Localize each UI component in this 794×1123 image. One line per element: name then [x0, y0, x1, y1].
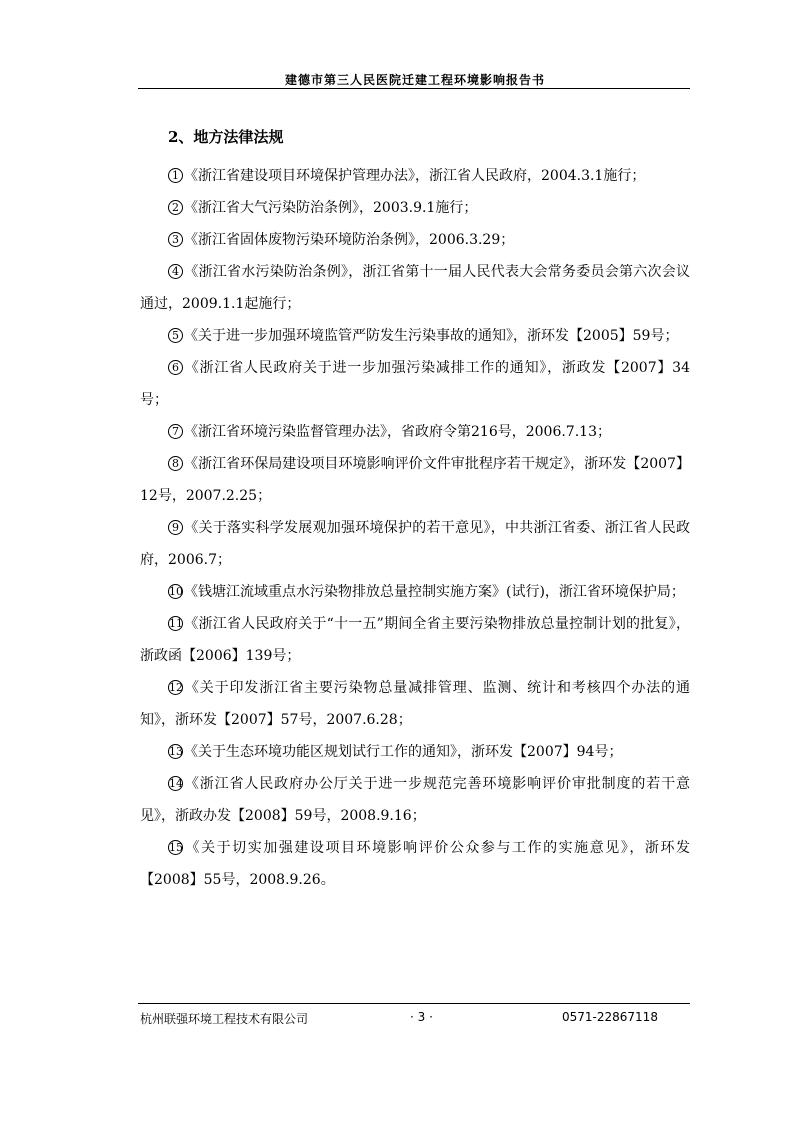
list-item — [140, 576, 690, 608]
item-number: 15 — [169, 841, 183, 854]
list-item — [140, 160, 690, 192]
list-item — [140, 320, 690, 352]
list-item — [140, 192, 690, 224]
list-item — [140, 448, 690, 512]
list-item — [140, 416, 690, 448]
item-text: 《浙江省水污染防治条例》，浙江省第十一届人民代表大会常务委员会第六次会议通过，2009.1.1起施行； — [140, 264, 690, 312]
item-number: 10 — [169, 585, 183, 598]
item-number: 8 — [168, 456, 183, 471]
item-text: 《关于印发浙江省主要污染物总量减排管理、监测、统计和考核四个办法的通知》，浙环发【2007】57号，2007.6.28； — [140, 680, 690, 728]
item-number: 13 — [169, 745, 183, 758]
item-number: 1 — [168, 168, 183, 183]
list-item — [140, 608, 690, 672]
item-number: 2 — [168, 200, 183, 215]
list-item — [140, 256, 690, 320]
item-text: 《浙江省环保局建设项目环境影响评价文件审批程序若干规定》，浙环发【2007】12号，2007.2.25； — [140, 456, 690, 504]
footer-phone: 0571-22867118 — [562, 1010, 658, 1024]
list-item — [140, 832, 690, 896]
section-heading: 2、地方法律法规 — [168, 128, 284, 146]
item-text: 《钱塘江流域重点水污染物排放总量控制实施方案》(试行)，浙江省环境保护局； — [184, 584, 685, 600]
footer-divider — [138, 1003, 690, 1004]
item-text: 《关于进一步加强环境监管严防发生污染事故的通知》，浙环发【2005】59号； — [184, 328, 679, 344]
item-number: 4 — [168, 264, 183, 279]
list-item — [140, 736, 690, 768]
item-text: 《浙江省大气污染防治条例》，2003.9.1施行； — [184, 200, 478, 216]
item-text: 《浙江省人民政府办公厅关于进一步规范完善环境影响评价审批制度的若干意见》，浙政办发【2008】59号，2008.9.16； — [140, 776, 690, 824]
item-number: 12 — [169, 681, 183, 694]
item-text: 《关于切实加强建设项目环境影响评价公众参与工作的实施意见》，浙环发【2008】55号，2008.9.26。 — [140, 840, 690, 888]
item-number: 9 — [168, 520, 183, 535]
footer-page-number: · 3 · — [410, 1010, 433, 1024]
regulation-list — [140, 160, 690, 896]
list-item — [140, 224, 690, 256]
header-title: 建德市第三人民医院迁建工程环境影响报告书 — [284, 73, 545, 87]
item-number: 3 — [168, 232, 183, 247]
item-text: 《浙江省环境污染监督管理办法》，省政府令第216号，2006.7.13； — [184, 424, 611, 440]
header-divider — [138, 88, 690, 89]
item-text: 《浙江省人民政府关于进一步加强污染减排工作的通知》，浙政发【2007】34号； — [140, 360, 690, 408]
item-number: 7 — [168, 424, 183, 439]
item-number: 5 — [168, 328, 183, 343]
list-item — [140, 672, 690, 736]
list-item — [140, 512, 690, 576]
item-text: 《浙江省人民政府关于“十一五”期间全省主要污染物排放总量控制计划的批复》，浙政函【2006】139号； — [140, 616, 690, 664]
item-text: 《关于生态环境功能区规划试行工作的通知》，浙环发【2007】94号； — [184, 744, 623, 760]
item-number: 6 — [168, 360, 183, 375]
item-number: 11 — [169, 617, 183, 630]
list-item — [140, 352, 690, 416]
list-item — [140, 768, 690, 832]
footer-company: 杭州联强环境工程技术有限公司 — [140, 1012, 309, 1026]
item-text: 《浙江省建设项目环境保护管理办法》，浙江省人民政府，2004.3.1施行； — [184, 168, 646, 184]
item-number: 14 — [169, 777, 183, 790]
item-text: 《关于落实科学发展观加强环境保护的若干意见》，中共浙江省委、浙江省人民政府，2006.7； — [140, 520, 690, 568]
item-text: 《浙江省固体废物污染环境防治条例》，2006.3.29； — [184, 232, 515, 248]
